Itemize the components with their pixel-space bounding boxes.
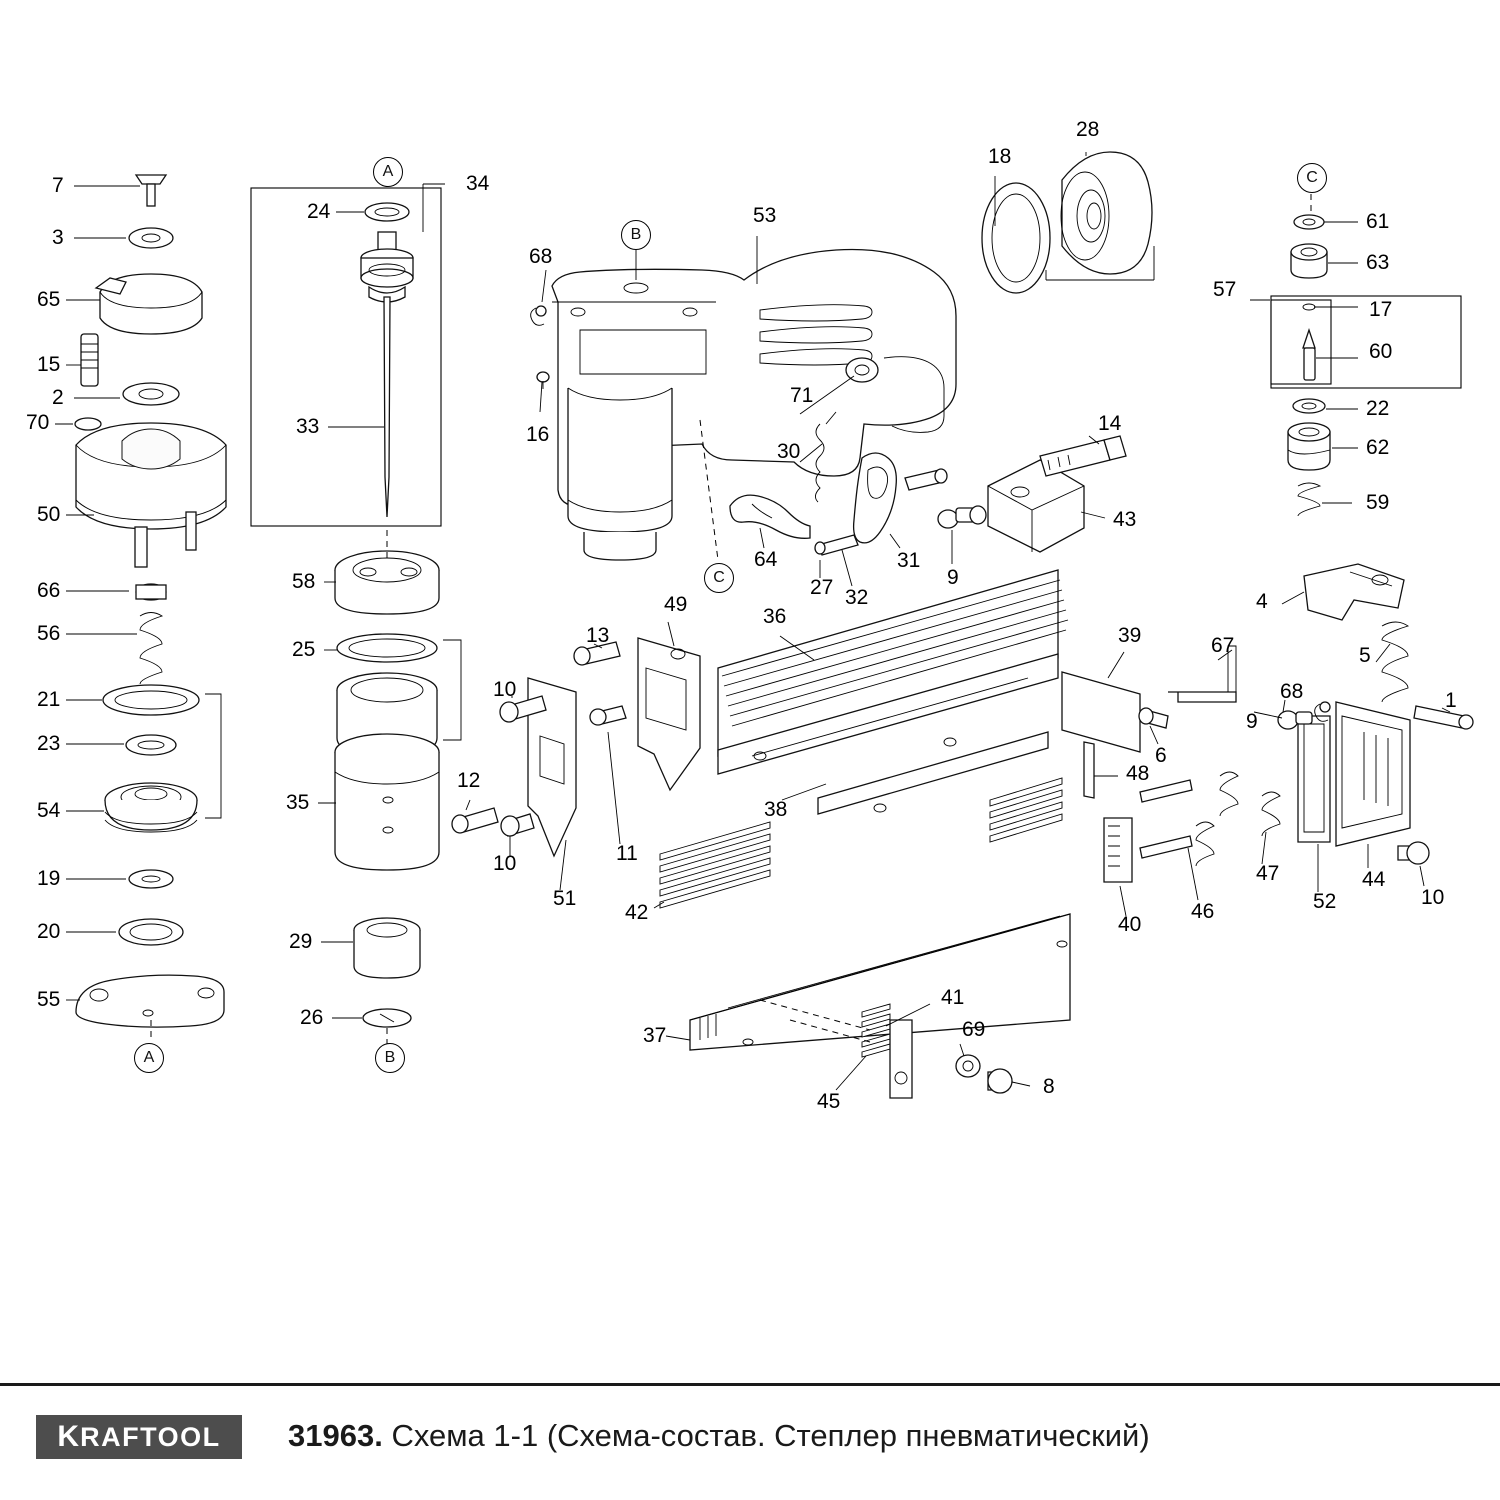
callout-number: 53 xyxy=(753,204,777,227)
callout-number: 14 xyxy=(1098,412,1122,435)
callout-number: 52 xyxy=(1313,890,1337,913)
callout-number: 62 xyxy=(1366,436,1390,459)
callout-number: 36 xyxy=(763,605,787,628)
callout-number: 5 xyxy=(1359,644,1371,667)
callout-number: 44 xyxy=(1362,868,1386,891)
callout-number: 13 xyxy=(586,624,610,647)
callout-number: 10 xyxy=(1421,886,1445,909)
callout-number: 55 xyxy=(37,988,61,1011)
callout-number: 59 xyxy=(1366,491,1390,514)
column-c-parts xyxy=(1250,194,1358,516)
callout-number: 2 xyxy=(52,386,64,409)
callout-number: 61 xyxy=(1366,210,1390,233)
callout-number: 35 xyxy=(286,791,310,814)
section-marker-b-bottom: B xyxy=(375,1043,405,1073)
callout-number: 65 xyxy=(37,288,61,311)
group-box-c2 xyxy=(1271,300,1331,384)
callout-number: 11 xyxy=(616,842,638,865)
callout-number: 6 xyxy=(1155,744,1167,767)
logo-text: RAFTOOL xyxy=(80,1421,221,1452)
callout-number: 20 xyxy=(37,920,61,943)
callout-number: 23 xyxy=(37,732,61,755)
callout-number: 66 xyxy=(37,579,61,602)
callout-number: 17 xyxy=(1369,298,1393,321)
callout-number: 46 xyxy=(1191,900,1215,923)
callout-number: 56 xyxy=(37,622,61,645)
callout-number: 18 xyxy=(988,145,1012,168)
callout-number: 38 xyxy=(764,798,788,821)
callout-number: 32 xyxy=(845,586,869,609)
callout-number: 69 xyxy=(962,1018,986,1041)
callout-number: 31 xyxy=(897,549,921,572)
callout-number: 22 xyxy=(1366,397,1390,420)
callout-number: 34 xyxy=(466,172,490,195)
callout-number: 10 xyxy=(493,678,517,701)
section-marker-b-top: B xyxy=(621,220,651,250)
diagram-title xyxy=(288,1418,1150,1454)
callout-number: 58 xyxy=(292,570,316,593)
callout-number: 16 xyxy=(526,423,550,446)
callout-number: 57 xyxy=(1213,278,1237,301)
footer xyxy=(0,1400,1500,1500)
section-marker-c-body: C xyxy=(704,563,734,593)
callout-number: 63 xyxy=(1366,251,1390,274)
callout-number: 54 xyxy=(37,799,61,822)
callout-number: 4 xyxy=(1256,590,1268,613)
callout-number: 39 xyxy=(1118,624,1142,647)
callout-number: 42 xyxy=(625,901,649,924)
logo-initial: K xyxy=(57,1420,81,1453)
callout-number: 48 xyxy=(1126,762,1150,785)
callout-number: 70 xyxy=(26,411,50,434)
section-marker-c-right: C xyxy=(1297,163,1327,193)
callout-number: 27 xyxy=(810,576,834,599)
callout-number: 9 xyxy=(1246,710,1258,733)
callout-number: 67 xyxy=(1211,634,1235,657)
section-marker-a-bottom: A xyxy=(134,1043,164,1073)
callout-number: 19 xyxy=(37,867,61,890)
callout-number: 3 xyxy=(52,226,64,249)
callout-number: 29 xyxy=(289,930,313,953)
callout-number: 33 xyxy=(296,415,320,438)
column-b-parts xyxy=(318,160,461,1044)
callout-number: 7 xyxy=(52,174,64,197)
group-box-c1 xyxy=(1271,296,1461,388)
kraftool-logo xyxy=(36,1415,242,1459)
callout-number: 71 xyxy=(790,384,814,407)
diagram-code: 31963. xyxy=(288,1418,383,1453)
callout-number: 30 xyxy=(777,440,801,463)
callout-number: 49 xyxy=(664,593,688,616)
callout-number: 24 xyxy=(307,200,331,223)
callout-number: 15 xyxy=(37,353,61,376)
footer-divider xyxy=(0,1383,1500,1386)
callout-number: 60 xyxy=(1369,340,1393,363)
callout-number: 45 xyxy=(817,1090,841,1113)
callout-number: 50 xyxy=(37,503,61,526)
section-marker-a-top: A xyxy=(373,157,403,187)
callout-number: 68 xyxy=(1280,680,1304,703)
callout-number: 9 xyxy=(947,566,959,589)
callout-number: 40 xyxy=(1118,913,1142,936)
callout-number: 25 xyxy=(292,638,316,661)
callout-number: 12 xyxy=(457,769,481,792)
callout-number: 47 xyxy=(1256,862,1280,885)
callout-number: 68 xyxy=(529,245,553,268)
group-box-a xyxy=(251,188,441,526)
callout-number: 64 xyxy=(754,548,778,571)
callout-number: 8 xyxy=(1043,1075,1055,1098)
callout-number: 37 xyxy=(643,1024,667,1047)
callout-number: 28 xyxy=(1076,118,1100,141)
callout-number: 43 xyxy=(1113,508,1137,531)
callout-number: 1 xyxy=(1445,689,1457,712)
column-a-parts xyxy=(55,175,226,1042)
callout-number: 26 xyxy=(300,1006,324,1029)
callout-number: 21 xyxy=(37,688,61,711)
diagram-caption: Схема 1-1 (Схема-состав. Степлер пневматический) xyxy=(391,1418,1150,1453)
callout-number: 51 xyxy=(553,887,577,910)
callout-number: 41 xyxy=(941,986,965,1009)
callout-number: 10 xyxy=(493,852,517,875)
